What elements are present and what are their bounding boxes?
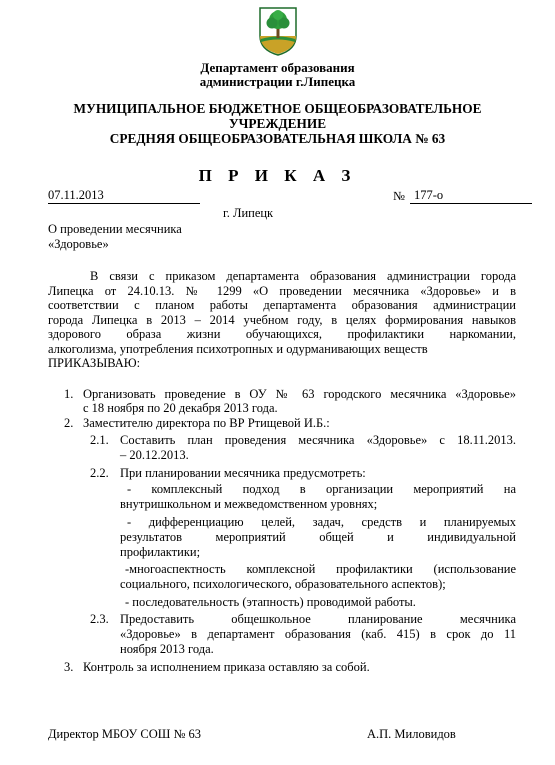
school-name-line-3: СРЕДНЯЯ ОБЩЕОБРАЗОВАТЕЛЬНАЯ ШКОЛА № 63 (109, 131, 446, 146)
order-subject-line-2: «Здоровье» (48, 237, 109, 251)
signature-position: Директор МБОУ СОШ № 63 (48, 727, 202, 741)
item-2-2-text: При планировании месячника предусмотреть: (120, 466, 366, 480)
item-2-2-text: профилактики; (120, 545, 201, 559)
item-number: 2.2. (90, 466, 109, 480)
item-2-1-text: Составить план проведения месячника «Здоровье» с 18.11.2013. (120, 433, 516, 447)
item-2-3-text: ноября 2013 года. (120, 642, 214, 656)
item-2-3-text: «Здоровье» в департамент образования (каб. 415) в срок до 11 (120, 627, 516, 641)
order-city: г. Липецк (223, 206, 274, 220)
item-number: 3. (64, 660, 74, 674)
item-2-1-text: – 20.12.2013. (120, 448, 189, 462)
item-2-3-text: Предоставить общешкольное планирование месячника (120, 612, 516, 626)
school-name-line-2: УЧРЕЖДЕНИЕ (228, 116, 327, 131)
item-2-2-text: результатов мероприятий общей и индивидуальной (120, 530, 516, 544)
order-number (410, 188, 532, 204)
order-date-value: 07.11.2013 (48, 188, 104, 202)
department-city: администрации г.Липецка (199, 74, 356, 89)
orders-word: ПРИКАЗЫВАЮ: (48, 356, 141, 370)
department-name: Департамент образования (200, 60, 355, 75)
item-2-2-text: - дифференциацию целей, задач, средств и планируемых (127, 515, 516, 529)
order-subject-line-1: О проведении месячника (48, 222, 182, 236)
document-title: П Р И К А З (198, 166, 357, 185)
item-number: 2. (64, 416, 74, 430)
preamble-line: соответствии с планом работы департамента образования администрации (48, 298, 516, 312)
preamble-line: Липецка от 24.10.13. № 1299 «О проведении месячника «Здоровье» и в (48, 284, 516, 298)
signature-name: А.П. Миловидов (367, 727, 456, 741)
preamble-line: В связи с приказом департамента образования администрации города (90, 269, 516, 283)
order-date (48, 188, 200, 204)
order-number-sign: № (393, 189, 405, 203)
order-number-value: 177-о (414, 188, 444, 202)
item-2-2-text: социального, психологического, образовательного аспектов); (120, 577, 446, 591)
preamble-line: здорового образа жизни обучающихся, профилактики наркомании, (48, 327, 516, 341)
item-2-2-text: - последовательность (этапность) проводимой работы. (125, 595, 416, 609)
lipetsk-coat-of-arms-icon (258, 6, 298, 56)
item-3-text: Контроль за исполнением приказа оставляю за собой. (83, 660, 370, 674)
school-name-line-1: МУНИЦИПАЛЬНОЕ БЮДЖЕТНОЕ ОБЩЕОБРАЗОВАТЕЛЬНОЕ (73, 101, 482, 116)
item-2-2-text: внутришкольном и межведомственном уровнях; (120, 497, 378, 511)
item-number: 2.1. (90, 433, 109, 447)
item-1-text: с 18 ноября по 20 декабря 2013 года. (83, 401, 278, 415)
item-2-2-text: - комплексный подход в организации мероприятий на (127, 482, 516, 496)
item-number: 2.3. (90, 612, 109, 626)
item-1-text: Организовать проведение в ОУ № 63 городского месячника «Здоровье» (83, 387, 516, 401)
preamble-line: города Липецка в 2013 – 2014 учебном году, в целях формирования навыков (48, 313, 516, 327)
item-2-2-text: -многоаспектность комплексной профилактики (использование (125, 562, 516, 576)
preamble-line: алкоголизма, употребления психотропных и одурманивающих веществ (48, 342, 428, 356)
item-number: 1. (64, 387, 74, 401)
item-2-text: Заместителю директора по ВР Ртищевой И.Б.: (83, 416, 330, 430)
